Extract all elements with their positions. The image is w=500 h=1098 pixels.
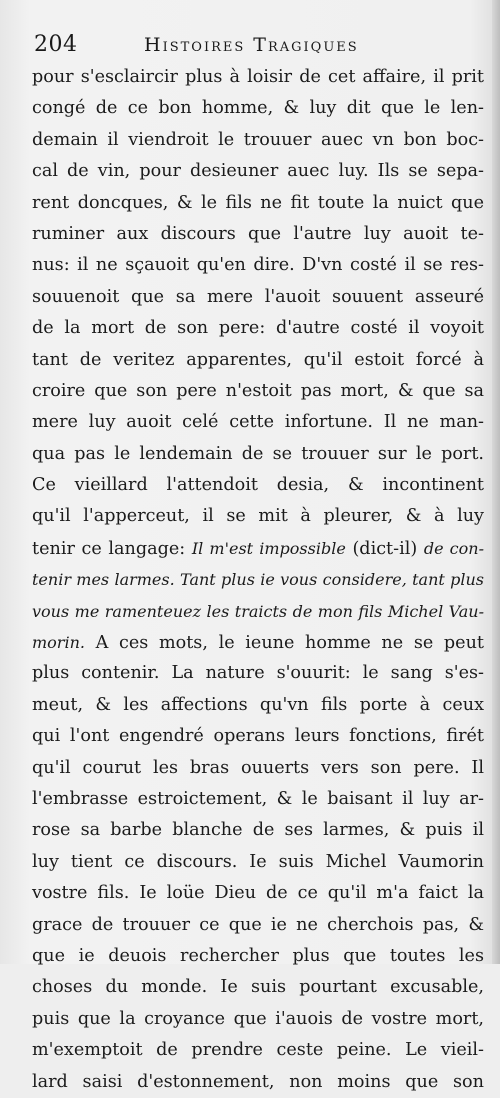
text-line — [32, 156, 484, 187]
text-line — [32, 847, 484, 878]
text-line — [32, 376, 484, 407]
roman-text: puis que la croyance que i'auois de vostre mort, — [32, 1008, 484, 1029]
roman-text: cal de vin, pour desieuner auec luy. Ils se sepa- — [32, 161, 484, 182]
roman-text: luy tient ce discours. Ie suis Michel Vaumorin — [32, 851, 484, 872]
text-line — [32, 815, 484, 846]
text-line — [32, 658, 484, 689]
roman-text: Ce vieillard l'attendoit desia, & incontinent — [32, 475, 484, 496]
text-line — [32, 972, 484, 1003]
page-gutter — [492, 0, 500, 964]
text-line — [32, 188, 484, 219]
italic-text: morin. — [32, 633, 85, 653]
roman-text: rent doncques, & le fils ne fit toute la nuict que — [32, 192, 484, 213]
roman-text: tenir ce langage: — [32, 538, 192, 559]
roman-text: congé de ce bon homme, & luy dit que le len- — [32, 98, 484, 119]
roman-text: meut, & les affections qu'vn fils porte à ceux — [32, 694, 484, 715]
roman-text: qua pas le lendemain de se trouuer sur le port. — [32, 443, 484, 464]
text-line — [32, 219, 484, 250]
roman-text: m'exemptoit de prendre ceste peine. Le vieil- — [32, 1040, 484, 1061]
text-line — [32, 1004, 484, 1035]
roman-text: nus: il ne sçauoit qu'en dire. D'vn costé il se res- — [32, 255, 484, 276]
text-line — [32, 250, 484, 281]
text-line — [32, 533, 484, 564]
roman-text: plus contenir. La nature s'ouurit: le sang s'es- — [32, 663, 484, 684]
roman-text: lard saisi d'estonnement, non moins que son — [32, 1071, 484, 1092]
text-line — [32, 753, 484, 784]
text-line — [32, 1035, 484, 1066]
text-line — [32, 345, 484, 376]
text-line — [32, 596, 484, 627]
italic-text: de con- — [423, 538, 484, 558]
text-line — [32, 784, 484, 815]
roman-text: pour s'esclaircir plus à loisir de cet affaire, il prit — [32, 67, 484, 87]
text-line — [32, 501, 484, 532]
text-line — [32, 93, 484, 124]
text-line — [32, 313, 484, 344]
roman-text: demain il viendroit le trouuer auec vn bon boc- — [32, 129, 484, 150]
text-line — [32, 62, 484, 93]
roman-text: souuenoit que sa mere l'auoit souuent asseuré — [32, 286, 484, 307]
roman-text: qu'il courut les bras ouuerts vers son pere. Il — [32, 757, 484, 778]
page-header — [34, 30, 464, 62]
roman-text: vostre fils. Ie loüe Dieu de ce qu'il m'a faict la — [32, 883, 484, 904]
italic-text: tenir mes larmes. Tant plus ie vous considere, tant plus — [32, 570, 484, 590]
roman-text: (dict-il) — [345, 538, 424, 559]
text-line — [32, 439, 484, 470]
roman-text: rose sa barbe blanche de ses larmes, & puis il — [32, 820, 484, 841]
running-head: Histoires Tragiques — [144, 34, 359, 56]
roman-text: l'embrasse estroictement, & le baisant il luy ar- — [32, 788, 484, 809]
text-line — [32, 407, 484, 438]
text-line — [32, 627, 484, 658]
roman-text: qui l'ont engendré operans leurs fonctions, firét — [32, 726, 484, 747]
roman-text: ruminer aux discours que l'autre luy auoit te- — [32, 223, 484, 244]
roman-text: mere luy auoit celé cette infortune. Il ne man- — [32, 412, 484, 433]
text-line — [32, 721, 484, 752]
body-text — [32, 62, 484, 1098]
text-line — [32, 282, 484, 313]
text-line — [32, 690, 484, 721]
roman-text: croire que son pere n'estoit pas mort, & que sa — [32, 380, 484, 401]
text-line — [32, 1067, 484, 1098]
roman-text: qu'il l'apperceut, il se mit à pleurer, & à luy — [32, 506, 484, 527]
text-line — [32, 910, 484, 941]
roman-text: A ces mots, le ieune homme ne se peut — [84, 633, 484, 654]
roman-text: tant de veritez apparentes, qu'il estoit forcé à — [32, 349, 484, 370]
text-line — [32, 941, 484, 972]
text-line — [32, 564, 484, 595]
roman-text: grace de trouuer ce que ie ne cherchois pas, & — [32, 914, 484, 935]
roman-text: choses du monde. Ie suis pourtant excusable, — [32, 977, 484, 998]
roman-text: que ie deuois rechercher plus que toutes les — [32, 945, 484, 966]
italic-text: vous me ramenteuez les traicts de mon fils Michel Vau- — [32, 601, 484, 621]
text-line — [32, 470, 484, 501]
italic-text: Il m'est impossible — [191, 538, 346, 558]
roman-text: de la mort de son pere: d'autre costé il voyoit — [32, 318, 484, 339]
text-line — [32, 125, 484, 156]
text-line — [32, 878, 484, 909]
page-number: 204 — [34, 32, 78, 57]
